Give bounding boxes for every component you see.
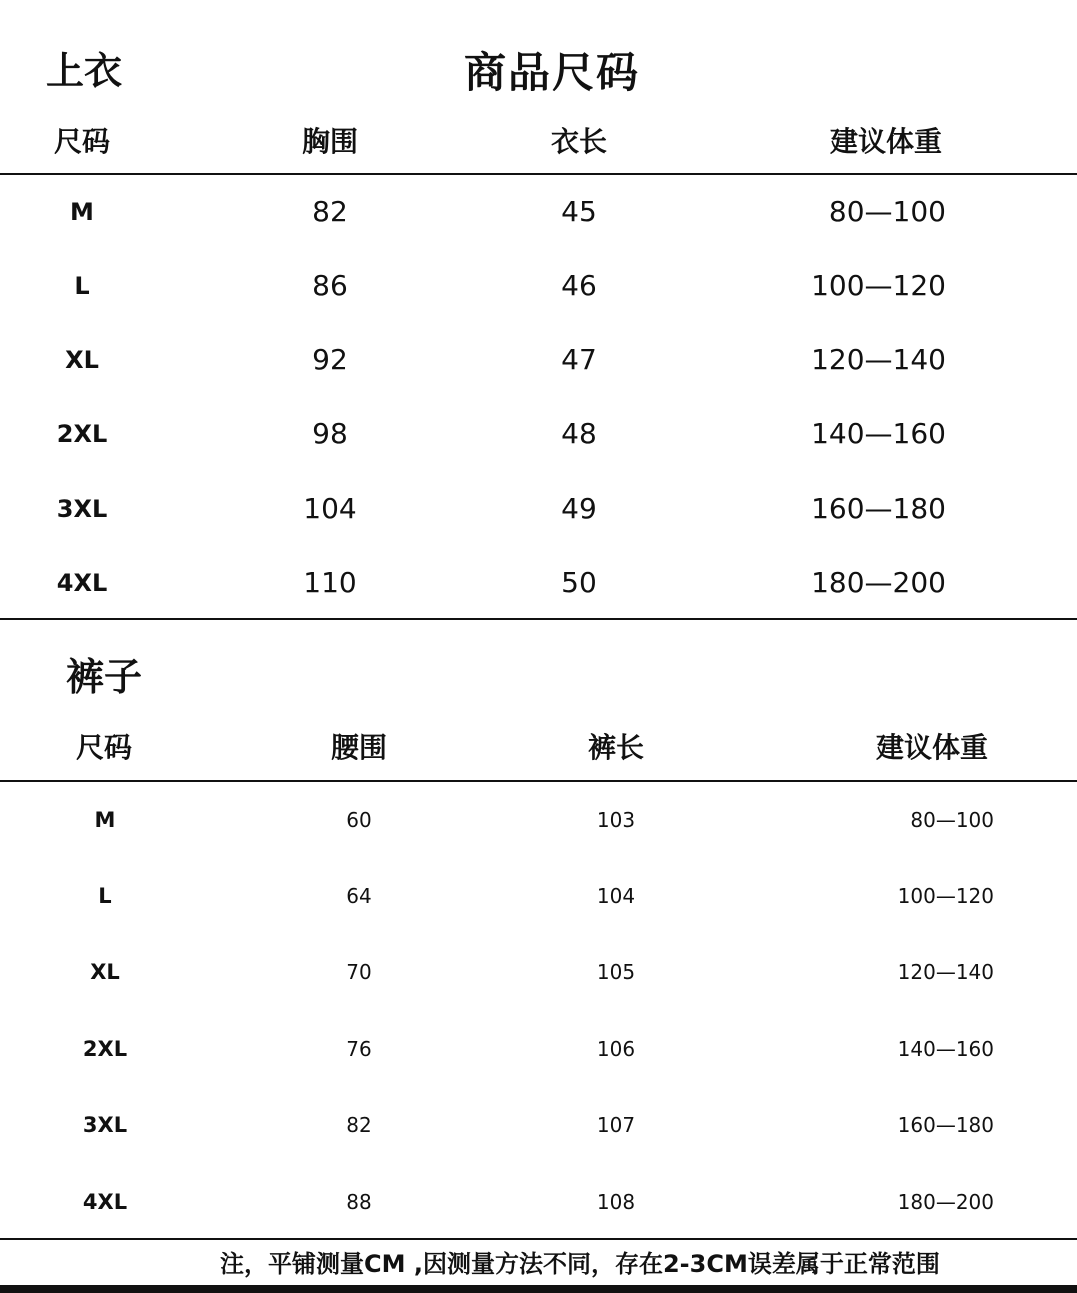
pants-weight-cell: 100—120 xyxy=(897,884,994,908)
pants-length-cell: 108 xyxy=(596,1190,636,1214)
pants-length-cell: 105 xyxy=(596,960,636,984)
tops-length-cell: 50 xyxy=(561,566,597,599)
pants-size-cell: 4XL xyxy=(82,1190,128,1214)
tops-header-length: 衣长 xyxy=(550,125,608,158)
pants-length-cell: 107 xyxy=(596,1113,636,1137)
tops-chest-cell: 82 xyxy=(312,195,348,228)
pants-length-cell: 104 xyxy=(596,884,636,908)
tops-weight-cell: 100—120 xyxy=(811,269,946,302)
table-row xyxy=(0,563,1077,603)
tops-length-cell: 45 xyxy=(561,195,597,228)
table-row xyxy=(0,192,1077,232)
tops-weight-cell: 80—100 xyxy=(828,195,946,228)
tops-header-divider xyxy=(0,173,1077,175)
tops-chest-cell: 110 xyxy=(303,566,357,599)
page-title: 商品尺码 xyxy=(464,48,641,97)
pants-header-length: 裤长 xyxy=(587,731,645,764)
pants-header-weight: 建议体重 xyxy=(875,731,989,764)
pants-waist-cell: 88 xyxy=(346,1190,372,1214)
tops-length-cell: 46 xyxy=(561,269,597,302)
table-row xyxy=(0,952,1077,992)
tops-chest-cell: 104 xyxy=(303,492,357,525)
tops-header-weight: 建议体重 xyxy=(829,125,943,158)
table-row xyxy=(0,1105,1077,1145)
pants-waist-cell: 60 xyxy=(346,808,372,832)
bottom-border xyxy=(0,1285,1077,1293)
pants-size-cell: M xyxy=(94,808,116,832)
tops-size-cell: L xyxy=(74,272,90,300)
tops-size-cell: M xyxy=(70,198,94,226)
pants-weight-cell: 120—140 xyxy=(897,960,994,984)
tops-weight-cell: 160—180 xyxy=(811,492,946,525)
table-row xyxy=(0,414,1077,454)
section-label-tops: 上衣 xyxy=(46,49,123,93)
tops-header-size: 尺码 xyxy=(53,125,111,158)
section-divider xyxy=(0,618,1077,620)
tops-header-chest: 胸围 xyxy=(301,125,359,158)
pants-size-cell: 3XL xyxy=(82,1113,128,1137)
pants-waist-cell: 82 xyxy=(346,1113,372,1137)
tops-length-cell: 47 xyxy=(561,343,597,376)
section-label-pants: 裤子 xyxy=(66,655,143,699)
tops-chest-cell: 98 xyxy=(312,417,348,450)
pants-header-waist: 腰围 xyxy=(330,731,388,764)
pants-header-size: 尺码 xyxy=(75,731,133,764)
pants-waist-cell: 70 xyxy=(346,960,372,984)
table-row xyxy=(0,489,1077,529)
footer-divider xyxy=(0,1238,1077,1240)
table-row xyxy=(0,800,1077,840)
tops-size-cell: 4XL xyxy=(56,569,108,597)
tops-chest-cell: 86 xyxy=(312,269,348,302)
pants-size-cell: 2XL xyxy=(82,1037,128,1061)
tops-length-cell: 49 xyxy=(561,492,597,525)
tops-size-cell: XL xyxy=(65,346,99,374)
pants-waist-cell: 64 xyxy=(346,884,372,908)
pants-weight-cell: 180—200 xyxy=(897,1190,994,1214)
tops-size-cell: 3XL xyxy=(56,495,108,523)
pants-size-cell: L xyxy=(98,884,112,908)
table-row xyxy=(0,1029,1077,1069)
pants-header-divider xyxy=(0,780,1077,782)
pants-length-cell: 103 xyxy=(596,808,636,832)
pants-weight-cell: 140—160 xyxy=(897,1037,994,1061)
pants-size-cell: XL xyxy=(90,960,120,984)
table-row xyxy=(0,266,1077,306)
measurement-note: 注，平铺测量CM ,因测量方法不同，存在2-3CM误差属于正常范围 xyxy=(220,1250,940,1278)
pants-waist-cell: 76 xyxy=(346,1037,372,1061)
pants-weight-cell: 160—180 xyxy=(897,1113,994,1137)
tops-length-cell: 48 xyxy=(561,417,597,450)
tops-weight-cell: 140—160 xyxy=(811,417,946,450)
tops-weight-cell: 180—200 xyxy=(811,566,946,599)
table-row xyxy=(0,1182,1077,1222)
tops-chest-cell: 92 xyxy=(312,343,348,376)
tops-size-cell: 2XL xyxy=(56,420,108,448)
table-row xyxy=(0,340,1077,380)
pants-weight-cell: 80—100 xyxy=(910,808,994,832)
pants-length-cell: 106 xyxy=(596,1037,636,1061)
tops-weight-cell: 120—140 xyxy=(811,343,946,376)
table-row xyxy=(0,876,1077,916)
